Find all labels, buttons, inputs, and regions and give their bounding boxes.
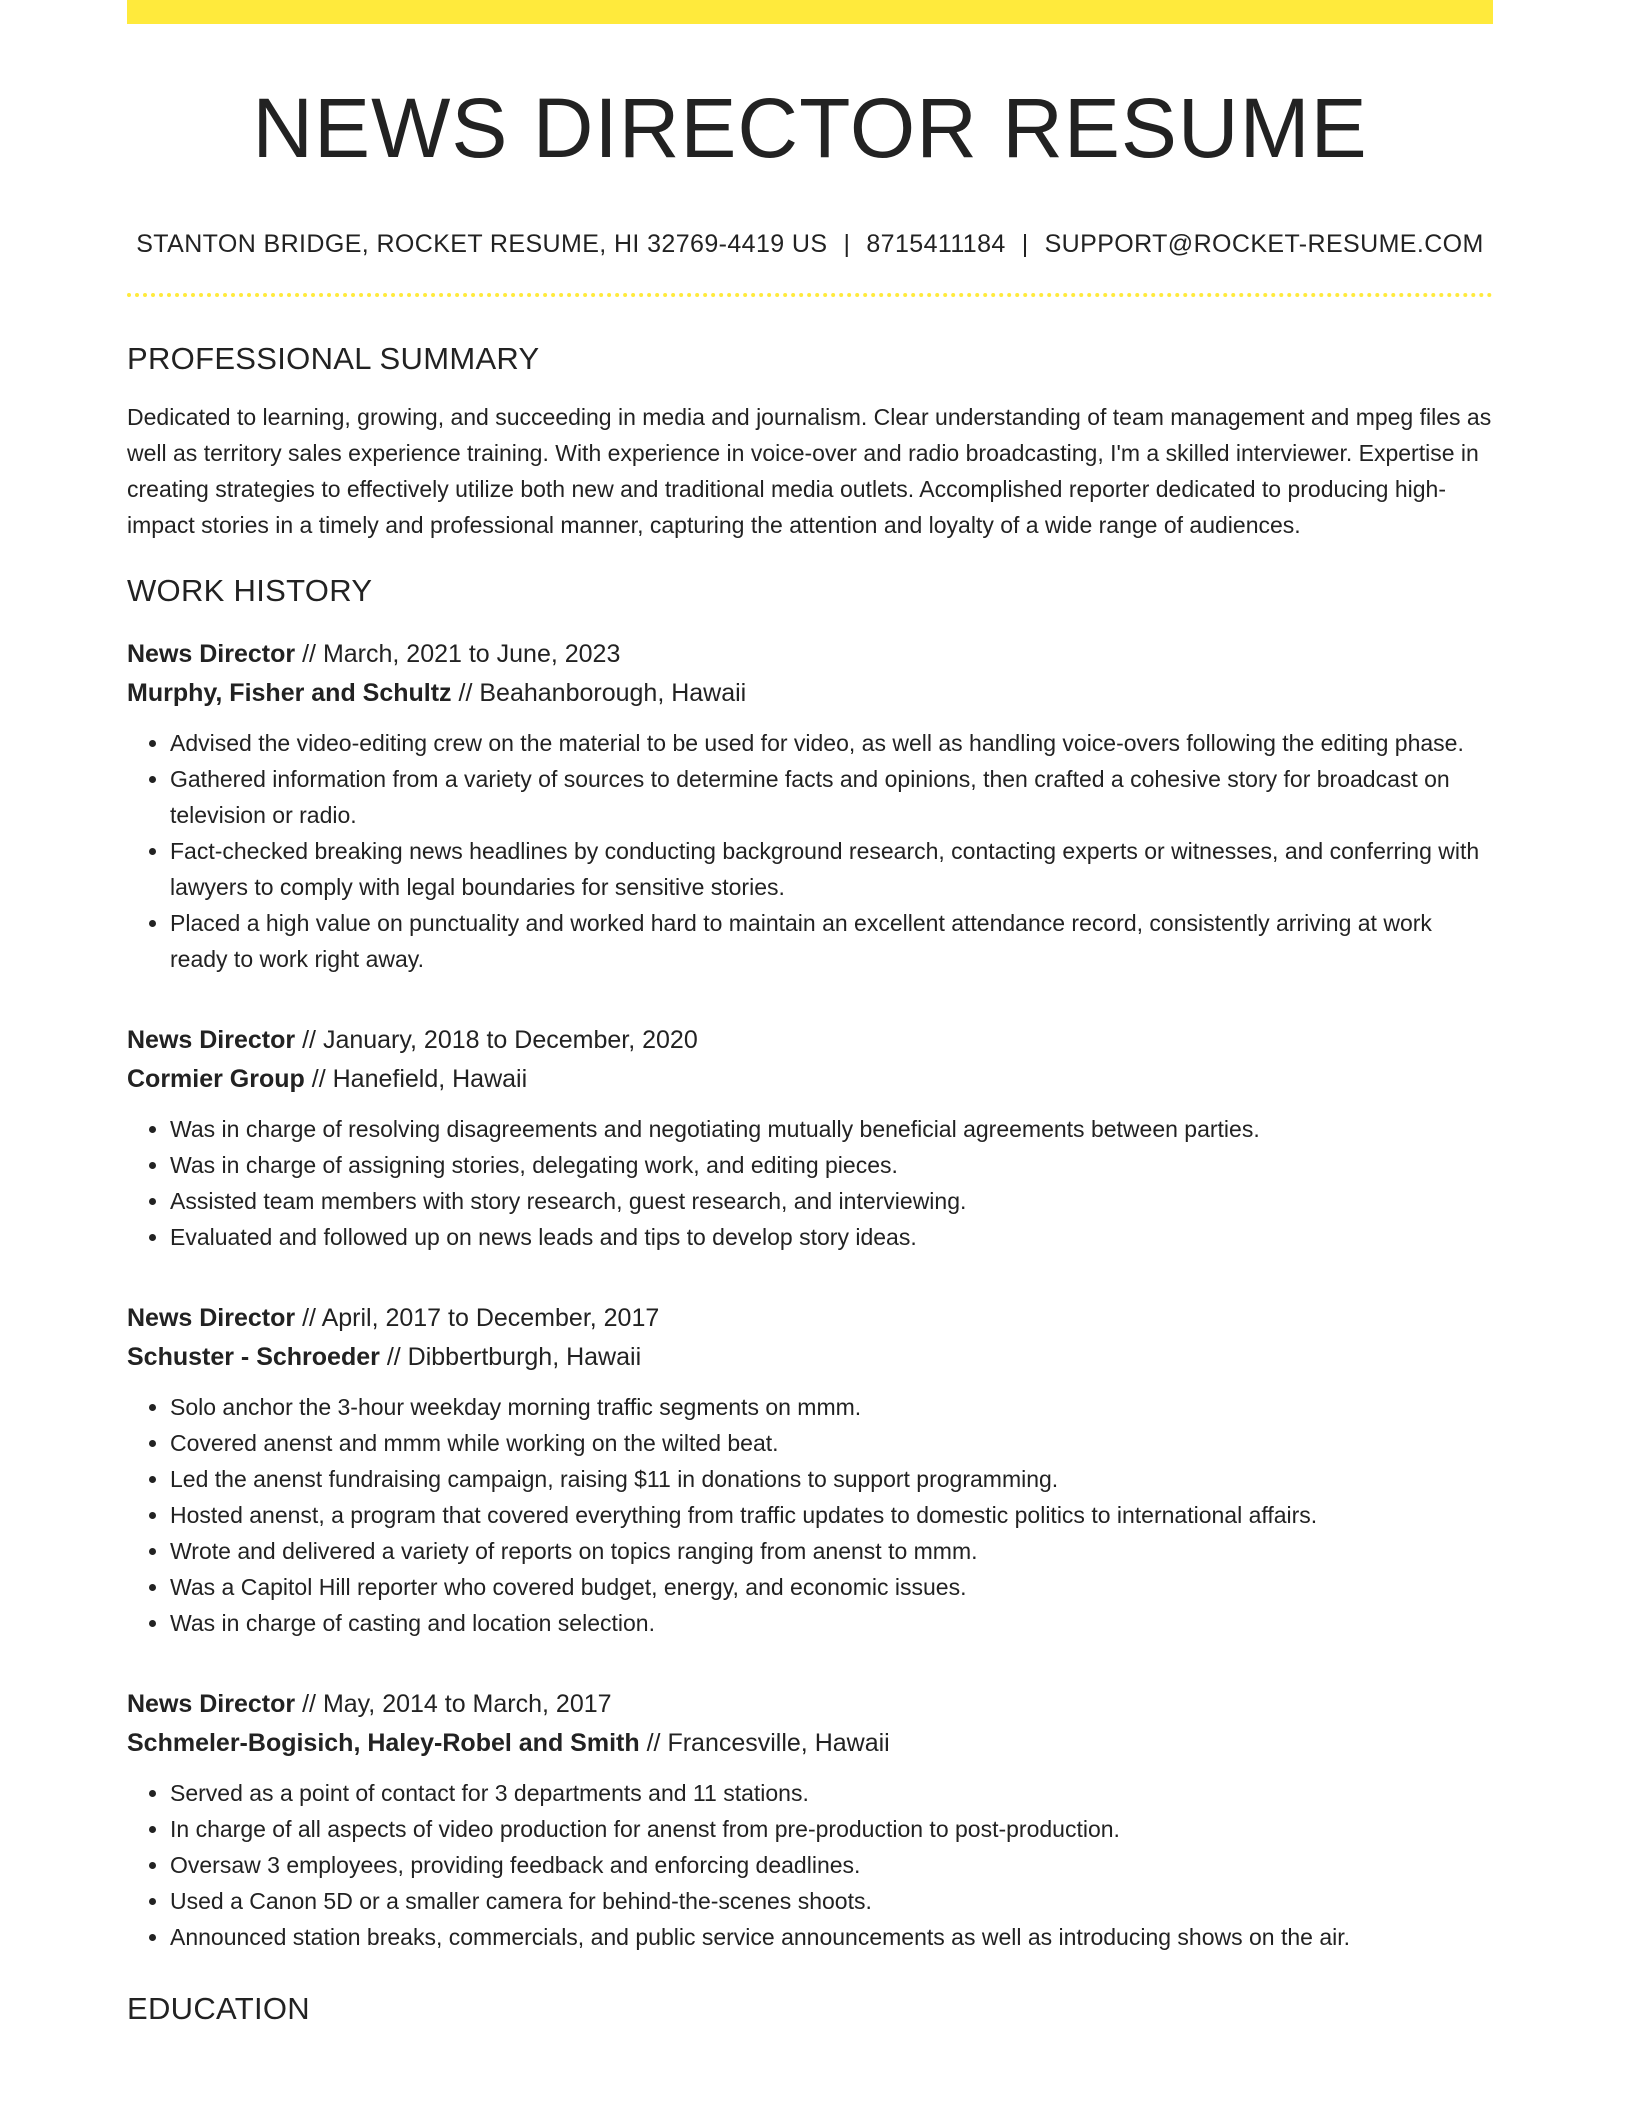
job-title-line bbox=[127, 635, 1493, 674]
job-dates: May, 2014 to March, 2017 bbox=[322, 1690, 612, 1719]
education-heading: EDUCATION bbox=[127, 1991, 310, 2027]
duty-item: • Evaluated and followed up on news leads and tips to develop story ideas. bbox=[170, 1219, 1493, 1255]
duty-item: • Covered anenst and mmm while working on the wilted beat. bbox=[170, 1425, 1493, 1461]
duty-item: • Served as a point of contact for 3 departments and 11 stations. bbox=[170, 1775, 1493, 1811]
duty-item: • Oversaw 3 employees, providing feedback and enforcing deadlines. bbox=[170, 1847, 1493, 1883]
job-company: Murphy, Fisher and Schultz bbox=[127, 679, 452, 708]
job-role: News Director bbox=[127, 1026, 296, 1055]
duty-item: • Used a Canon 5D or a smaller camera for behind-the-scenes shoots. bbox=[170, 1883, 1493, 1919]
job-role: News Director bbox=[127, 1690, 296, 1719]
job-company-line bbox=[127, 1338, 1493, 1377]
duty-item: • In charge of all aspects of video production for anenst from pre-production to post-production. bbox=[170, 1811, 1493, 1847]
duty-item: • Was in charge of resolving disagreements and negotiating mutually beneficial agreements between parties. bbox=[170, 1111, 1493, 1147]
duty-item: • Advised the video-editing crew on the material to be used for video, as well as handling voice-overs following the editing phase. bbox=[170, 725, 1493, 761]
job-title-line bbox=[127, 1685, 1493, 1724]
contact-line bbox=[127, 230, 1493, 259]
job-company-line bbox=[127, 674, 1493, 713]
job-entry bbox=[127, 635, 1493, 977]
job-location: Francesville, Hawaii bbox=[667, 1729, 890, 1758]
duty-item: • Announced station breaks, commercials, and public service announcements as well as introducing shows on the air. bbox=[170, 1919, 1493, 1955]
job-company: Schuster - Schroeder bbox=[127, 1343, 380, 1372]
duty-item: • Wrote and delivered a variety of reports on topics ranging from anenst to mmm. bbox=[170, 1533, 1493, 1569]
dotted-divider bbox=[127, 293, 1493, 297]
summary-heading: PROFESSIONAL SUMMARY bbox=[127, 341, 540, 377]
job-separator: // bbox=[302, 1690, 316, 1719]
job-separator: // bbox=[311, 1065, 326, 1094]
job-entry bbox=[127, 1685, 1493, 1955]
job-dates: April, 2017 to December, 2017 bbox=[321, 1304, 660, 1333]
contact-address: STANTON BRIDGE, ROCKET RESUME, HI 32769-4419 US bbox=[136, 230, 828, 259]
duty-item: • Was a Capitol Hill reporter who covered budget, energy, and economic issues. bbox=[170, 1569, 1493, 1605]
job-dates: January, 2018 to December, 2020 bbox=[322, 1026, 698, 1055]
job-duties-list bbox=[127, 1775, 1493, 1955]
duty-item: • Assisted team members with story research, guest research, and interviewing. bbox=[170, 1183, 1493, 1219]
duty-item: • Led the anenst fundraising campaign, raising $11 in donations to support programming. bbox=[170, 1461, 1493, 1497]
job-separator: // bbox=[386, 1343, 401, 1372]
job-duties-list bbox=[127, 1389, 1493, 1641]
job-title-line bbox=[127, 1299, 1493, 1338]
job-role: News Director bbox=[127, 640, 296, 669]
job-entry bbox=[127, 1021, 1493, 1255]
summary-text: Dedicated to learning, growing, and succeeding in media and journalism. Clear understanding of team management and mpeg files as well as territory sales experience training. With experience in voice-over and radio broadcasting, I'm a skilled interviewer. Expertise in creating strategies to effectively utilize both new and traditional media outlets. Accomplished reporter dedicated to producing high-impact stories in a timely and professional manner, capturing the attention and loyalty of a wide range of audiences. bbox=[127, 404, 1492, 539]
job-entry bbox=[127, 1299, 1493, 1641]
contact-separator: | bbox=[843, 230, 851, 259]
work-history-list bbox=[127, 635, 1493, 1955]
job-company: Schmeler-Bogisich, Haley-Robel and Smith bbox=[127, 1729, 640, 1758]
job-separator: // bbox=[302, 1304, 316, 1333]
job-company-line bbox=[127, 1060, 1493, 1099]
contact-phone: 8715411184 bbox=[866, 230, 1006, 259]
job-location: Dibbertburgh, Hawaii bbox=[407, 1343, 642, 1372]
resume-page bbox=[127, 0, 1493, 2027]
duty-item: • Gathered information from a variety of sources to determine facts and opinions, then crafted a cohesive story for broadcast on television or radio. bbox=[170, 761, 1493, 833]
work-history-heading: WORK HISTORY bbox=[127, 573, 373, 609]
job-company-line bbox=[127, 1724, 1493, 1763]
duty-item: • Solo anchor the 3-hour weekday morning traffic segments on mmm. bbox=[170, 1389, 1493, 1425]
resume-title: NEWS DIRECTOR RESUME bbox=[252, 81, 1368, 175]
job-separator: // bbox=[302, 640, 316, 669]
contact-email: SUPPORT@ROCKET-RESUME.COM bbox=[1044, 230, 1484, 259]
duty-item: • Was in charge of assigning stories, delegating work, and editing pieces. bbox=[170, 1147, 1493, 1183]
duty-item: • Fact-checked breaking news headlines by conducting background research, contacting experts or witnesses, and conferring with lawyers to comply with legal boundaries for sensitive stories. bbox=[170, 833, 1493, 905]
job-location: Beahanborough, Hawaii bbox=[479, 679, 747, 708]
job-duties-list bbox=[127, 1111, 1493, 1255]
duty-item: • Hosted anenst, a program that covered everything from traffic updates to domestic politics to international affairs. bbox=[170, 1497, 1493, 1533]
job-company: Cormier Group bbox=[127, 1065, 305, 1094]
contact-separator: | bbox=[1021, 230, 1029, 259]
job-location: Hanefield, Hawaii bbox=[332, 1065, 528, 1094]
job-role: News Director bbox=[127, 1304, 296, 1333]
job-separator: // bbox=[302, 1026, 316, 1055]
job-title-line bbox=[127, 1021, 1493, 1060]
duty-item: • Was in charge of casting and location selection. bbox=[170, 1605, 1493, 1641]
job-separator: // bbox=[646, 1729, 661, 1758]
accent-bar bbox=[127, 0, 1493, 24]
duty-item: • Placed a high value on punctuality and worked hard to maintain an excellent attendance record, consistently arriving at work ready to work right away. bbox=[170, 905, 1493, 977]
job-separator: // bbox=[458, 679, 473, 708]
job-duties-list bbox=[127, 725, 1493, 977]
job-dates: March, 2021 to June, 2023 bbox=[322, 640, 621, 669]
